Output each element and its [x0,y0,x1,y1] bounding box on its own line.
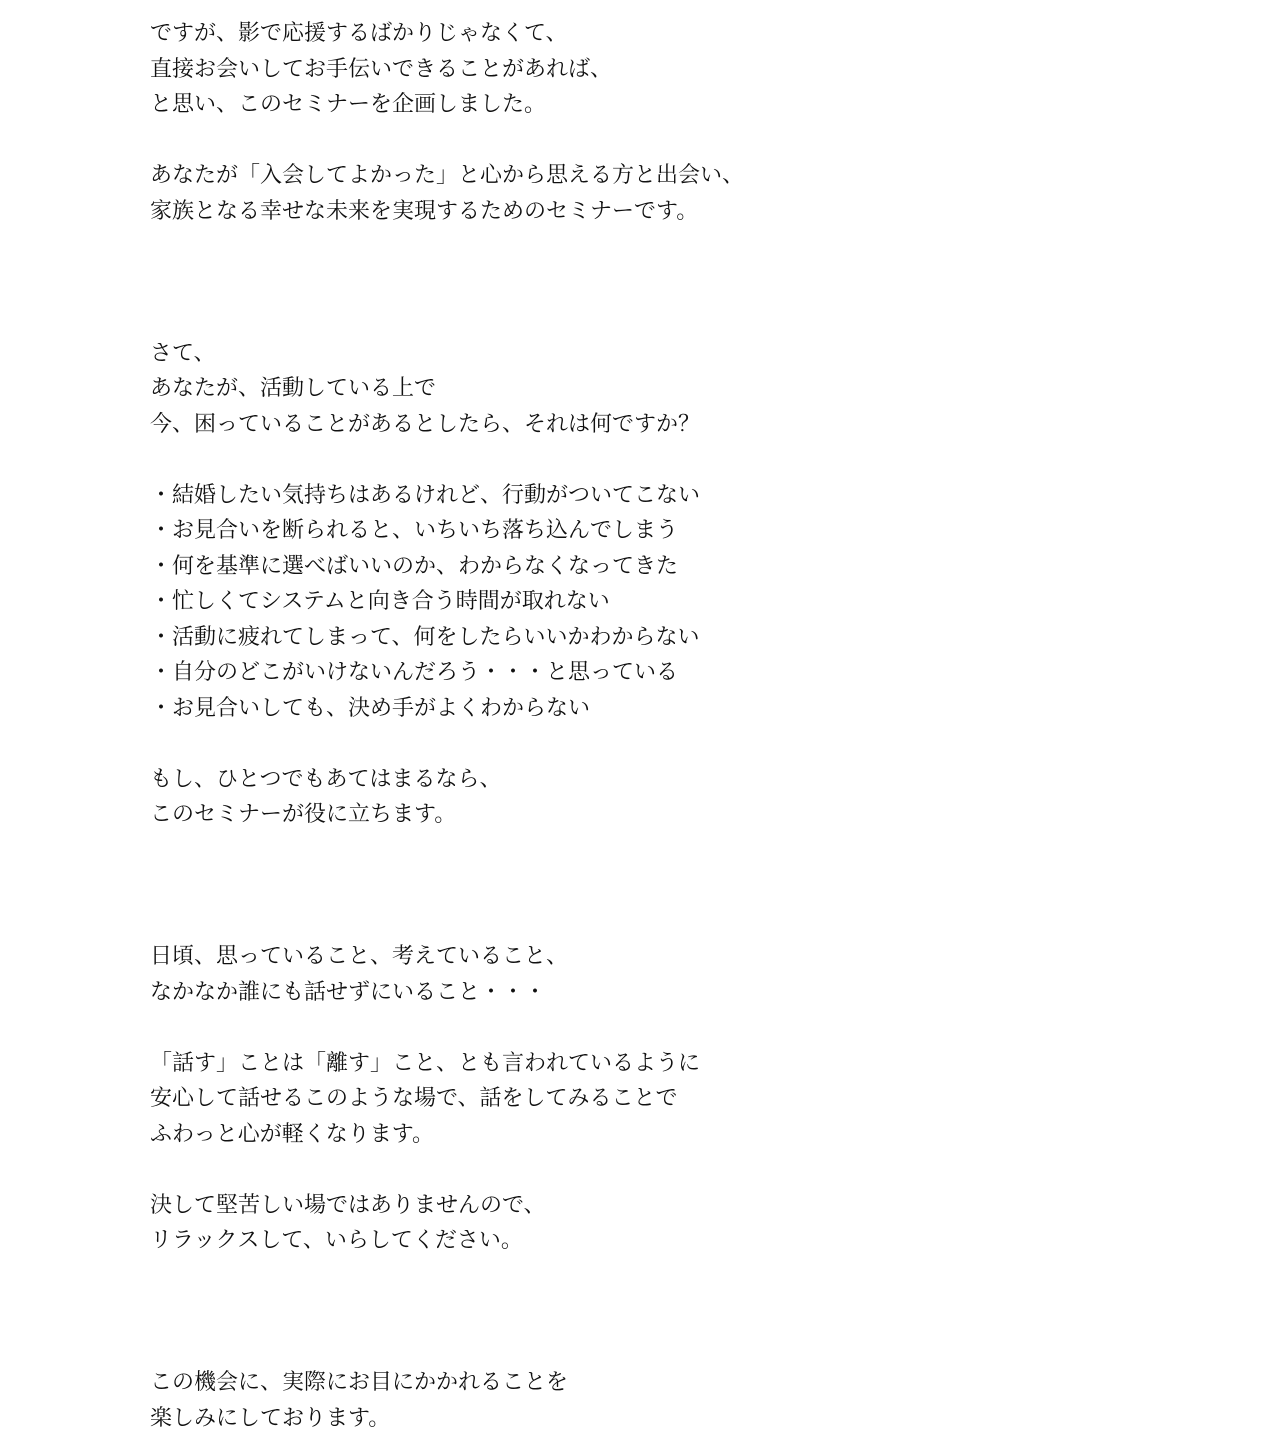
text-line: 日頃、思っていること、考えていること、 [150,939,1150,975]
text-line: ですが、影で応援するばかりじゃなくて、 [150,16,1150,52]
bullet-item: ・結婚したい気持ちはあるけれど、行動がついてこない [150,478,1150,514]
blank-line [150,904,1150,940]
bullet-item: ・活動に疲れてしまって、何をしたらいいかわからない [150,620,1150,656]
text-line: リラックスして、いらしてください。 [150,1223,1150,1259]
blank-line [150,1294,1150,1330]
article-body [150,16,1150,1436]
blank-line [150,300,1150,336]
text-line: 今、困っていることがあるとしたら、それは何ですか？ [150,407,1150,443]
text-line: あなたが、活動している上で [150,371,1150,407]
text-line: このセミナーが役に立ちます。 [150,797,1150,833]
bullet-item: ・忙しくてシステムと向き合う時間が取れない [150,584,1150,620]
blank-line [150,868,1150,904]
text-line: もし、ひとつでもあてはまるなら、 [150,762,1150,798]
bullet-item: ・何を基準に選べばいいのか、わからなくなってきた [150,549,1150,585]
text-line: と思い、このセミナーを企画しました。 [150,87,1150,123]
blank-line [150,442,1150,478]
text-line: さて、 [150,336,1150,372]
blank-line [150,1259,1150,1295]
blank-line [150,265,1150,301]
text-line: 決して堅苦しい場ではありませんので、 [150,1188,1150,1224]
blank-line [150,123,1150,159]
bullet-item: ・自分のどこがいけないんだろう・・・と思っている [150,655,1150,691]
blank-line [150,1010,1150,1046]
text-line: なかなか誰にも話せずにいること・・・ [150,975,1150,1011]
text-line: 直接お会いしてお手伝いできることがあれば、 [150,52,1150,88]
text-line: 楽しみにしております。 [150,1401,1150,1436]
blank-line [150,833,1150,869]
text-line: 安心して話せるこのような場で、話をしてみることで [150,1081,1150,1117]
text-line: あなたが「入会してよかった」と心から思える方と出会い、 [150,158,1150,194]
blank-line [150,1330,1150,1366]
text-line: 家族となる幸せな未来を実現するためのセミナーです。 [150,194,1150,230]
blank-line [150,229,1150,265]
text-line: ふわっと心が軽くなります。 [150,1117,1150,1153]
text-line: 「話す」ことは「離す」こと、とも言われているように [150,1046,1150,1082]
blank-line [150,726,1150,762]
blank-line [150,1152,1150,1188]
text-line: この機会に、実際にお目にかかれることを [150,1365,1150,1401]
bullet-item: ・お見合いを断られると、いちいち落ち込んでしまう [150,513,1150,549]
bullet-item: ・お見合いしても、決め手がよくわからない [150,691,1150,727]
